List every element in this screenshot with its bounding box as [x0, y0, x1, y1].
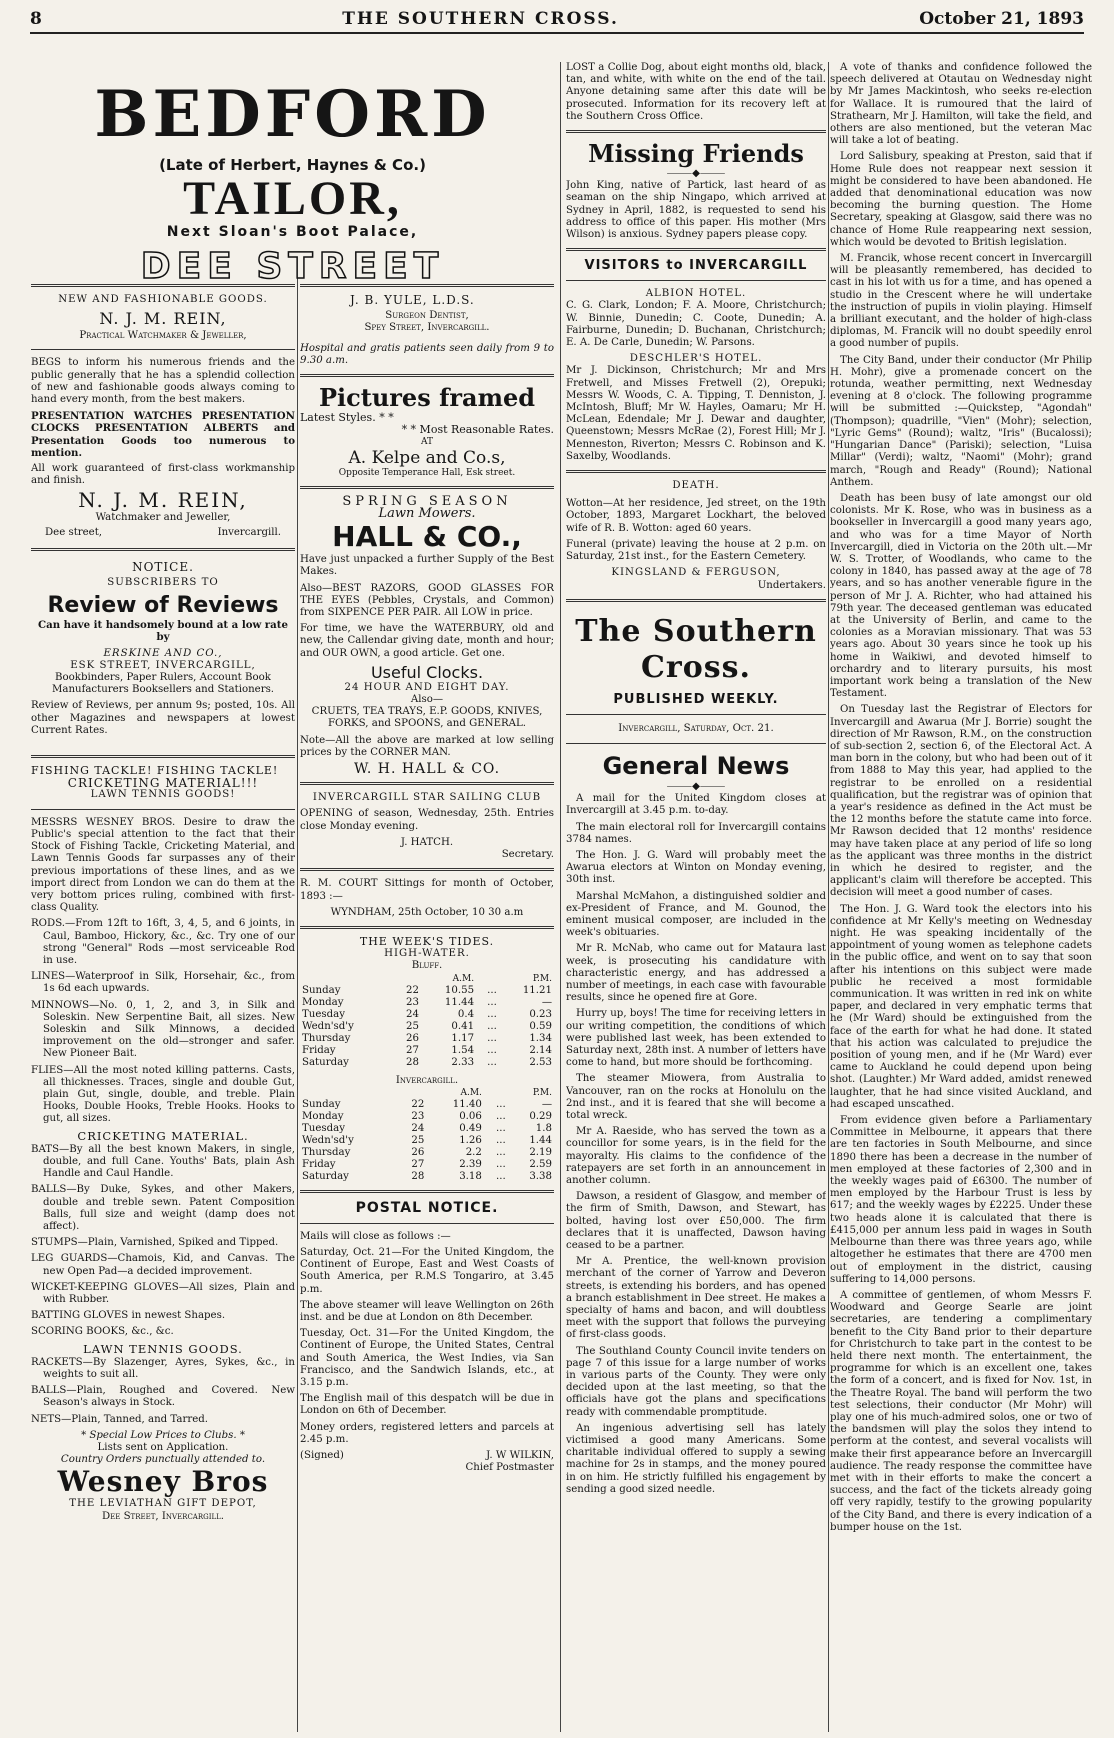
- tide-time: 1.17: [451, 1032, 475, 1044]
- news-item: The Hon. J. G. Ward took the electors into his confidence at Mr Kelly's meeting on Wednesday night. He was speaking incidentally of the appointment of young women as telephone cadets in the public office, and went on to say that soon after his intentions on this subject were made public he received a most formidable communication. It was written in red ink on white paper, and declared in very emphatic terms that he (Mr Ward) should be extinguished from the face of the earth for what he had done. It stated that his action was calculated to prejudice the position of young men, and if he (Mr Ward) ever came to Auckland he could depend upon being shot. (Laughter.) Mr Ward added, amidst renewed laughter, that he had since visited Auckland, and had escaped unscathed.: [830, 903, 1092, 1110]
- tides-sub: HIGH-WATER.: [384, 948, 470, 960]
- tide-row: Sunday 22 11.40 ... —: [302, 1098, 552, 1110]
- review-title: Review of Reviews: [47, 593, 279, 619]
- tide-time: 2.33: [451, 1056, 475, 1068]
- tide-time: 1.44: [529, 1134, 552, 1146]
- tide-time: 2.59: [529, 1158, 552, 1170]
- tides-bluff-table: A.M. P.M. Sunday 22 10.55 ... 11.21 Monday 23 11.44 ... — Tuesday 24 0.4 ... 0.23 Wedn'sd'y 25 0.41 ... 0.59 Thursday 26 1.17 ... 1.34 Friday 27 1.54 ... 2.14 Saturday 28 2.33 ... 2.53: [302, 973, 552, 1068]
- column-4: [830, 62, 1092, 1732]
- postal-para-1: Mails will close as follows :—: [300, 1230, 451, 1242]
- wesney-gift: THE LEVIATHAN GIFT DEPOT,: [69, 1498, 257, 1510]
- wesney-clubs: * Special Low Prices to Clubs. *: [81, 1429, 245, 1441]
- death-title: DEATH.: [672, 480, 720, 492]
- pictures-line-2: * * Most Reasonable Rates.: [401, 423, 554, 437]
- tide-date: 25: [411, 1134, 425, 1146]
- rein-signature: N. J. M. REIN,: [78, 488, 248, 513]
- tide-time: 0.23: [529, 1008, 552, 1020]
- tide-date: 27: [406, 1044, 419, 1056]
- wesney-rods: RODS.—From 12ft to 16ft, 3, 4, 5, and 6 joints, in Caul, Bamboo, Hickory, &c., &c. Try one of our strong "General" Rods —most serviceable Rod in use.: [31, 918, 295, 966]
- published-weekly: PUBLISHED WEEKLY.: [613, 691, 779, 707]
- wesney-score-books: SCORING BOOKS, &c., &c.: [31, 1326, 174, 1338]
- bedford-street: DEE STREET: [140, 246, 445, 287]
- hall-clocks: Useful Clocks.: [370, 662, 484, 682]
- news-item: A committee of gentlemen, of whom Messrs F. Woodward and George Searle are joint secretaries, are tendering a complimentary benefit to the City Band prior to their departure for Christchurch to take part in the contest to be held there next month. The entertainment, the programme for which is an excellent one, takes the form of a concert, and is fixed for Nov. 1st, in the Theatre Royal. The band will perform the two test selections, their conductor (Mr Mohr) will play one of his much-admired solos, one or two of the bandsmen will play the solos they intend to perform at the contest, and several vocalists will make their first appearance before an Invercargill audience. The ready response the committee have met with in their efforts to make the concert a success, and the fact of the tickets already going off very rapidly, testify to the growing popularity of the City Band, and there is every indication of a bumper house on the 1st.: [830, 1289, 1092, 1533]
- issue-date: October 21, 1893: [919, 9, 1084, 29]
- yule-hours: Hospital and gratis patients seen daily from 9 to 9.30 a.m.: [300, 342, 554, 366]
- hall-also: Also—: [410, 694, 444, 706]
- rein-para-3: All work guaranteed of first-class workmanship and finish.: [31, 463, 295, 487]
- hall-para-2: Also—BEST RAZORS, GOOD GLASSES FOR THE EYES (Pebbles, Crystals, and Common) from SIXPENCE PER PAIR. All LOW in price.: [300, 582, 554, 619]
- tides-title: THE WEEK'S TIDES.: [359, 934, 495, 948]
- review-para-1: Can have it handsomely bound at a low rate by: [38, 619, 288, 644]
- tide-time: 3.38: [529, 1170, 552, 1182]
- yule-address: Spey Street, Invercargill.: [364, 322, 490, 334]
- yule-name: J. B. YULE, L.D.S.: [350, 293, 475, 307]
- lost-dog-para: LOST a Collie Dog, about eight months old, black, tan, and white, with white on the end of the tail. Anyone detaining same after this date will be prosecuted. Information for its recovery left at the Southern Cross Office.: [566, 62, 826, 122]
- wesney-bats: BATS—By all the best known Makers, in single, double, and full Cane. Youths' Bats, plain Ash Handle and Caul Handle.: [31, 1143, 295, 1180]
- tide-time: 11.44: [444, 996, 475, 1008]
- rein-para-2: PRESENTATION WATCHES PRESENTATION CLOCKS PRESENTATION ALBERTS and Presentation Goods too numerous to mention.: [31, 410, 295, 459]
- bedford-trade: TAILOR,: [183, 172, 402, 225]
- postal-para-5: The English mail of this despatch will be due in London on 6th of December.: [300, 1393, 554, 1417]
- tide-date: 25: [406, 1020, 419, 1032]
- pictures-at: AT: [420, 437, 433, 448]
- column-rule: [560, 62, 561, 1732]
- tide-time: 3.18: [459, 1170, 482, 1182]
- hall-season: SPRING SEASON: [342, 493, 512, 509]
- page-number: 8: [30, 9, 42, 29]
- news-item: The steamer Miowera, from Australia to Vancouver, ran on the rocks at Honolulu on the 2nd inst., and it is feared that she will become a total wreck.: [566, 1073, 826, 1121]
- tide-day: Sunday: [302, 1098, 341, 1110]
- death-role: Undertakers.: [757, 579, 826, 591]
- wesney-country: Country Orders punctually attended to.: [60, 1454, 266, 1466]
- tide-day: Thursday: [302, 1032, 351, 1044]
- hall-para-5: Note—All the above are marked at low selling prices by the CORNER MAN.: [300, 734, 554, 758]
- wesney-signature: Wesney Bros: [57, 1465, 269, 1499]
- notice-heading: NOTICE.: [132, 559, 194, 574]
- wesney-rackets: RACKETS—By Slazenger, Ayres, Sykes, &c., in weights to suit all.: [31, 1356, 295, 1381]
- news-item: M. Francik, whose recent concert in Invercargill will be pleasantly remembered, has decided to cast in his lot with us for a time, and has opened a studio in the Crescent where he will undertake the instruction of pupils in violin playing. Himself a brilliant executant, and the holder of high-class diplomas, M. Francik will no doubt speedily enrol a good number of pupils.: [830, 253, 1092, 350]
- news-item: Dawson, a resident of Glasgow, and member of the firm of Smith, Dawson, and Stewart, has bolted, having lost over £50,000. The firm declares that it is unaffected, Dawson having ceased to be a partner.: [566, 1191, 826, 1252]
- news-item: From evidence given before a Parliamentary Committee in Melbourne, it appears that there are ten factories in South Melbourne, and since 1890 there has been a decrease in the number of men employed at these factories of 2,300 and in the weekly wages paid of £6300. The number of men employed by the Harbour Trust is less by 617; and the weekly wages by £2225. Under these two heads alone it is calculated that there is £415,000 per annum less paid in wages in South Melbourne than there was three years ago, while altogether he estimates that there are 4700 men out of employment in the district, causing suffering to 14,000 persons.: [830, 1115, 1092, 1285]
- tide-row: Sunday 22 10.55 ... 11.21: [302, 984, 552, 996]
- news-item: The main electoral roll for Invercargill contains 3784 names.: [566, 821, 826, 845]
- tide-date: 24: [406, 1008, 419, 1020]
- pictures-address: Opposite Temperance Hall, Esk street.: [338, 467, 516, 478]
- pictures-firm: A. Kelpe and Co.s,: [348, 447, 506, 468]
- hall-day: 24 HOUR AND EIGHT DAY.: [344, 681, 510, 693]
- tide-date: 26: [411, 1146, 425, 1158]
- tide-day: Wedn'sd'y: [302, 1020, 354, 1032]
- news-item: Mr R. McNab, who came out for Mataura last week, is prosecuting his candidature with characteristic energy, and has addressed a number of meetings, in each case with favourable results, since he opened fire at Gore.: [566, 943, 826, 1004]
- wesney-intro: MESSRS WESNEY BROS. Desire to draw the Public's special attention to the fact that their Stock of Fishing Tackle, Cricketing Material, and Lawn Tennis Goods far surpasses any of their previous importations of these lines, and as we import direct from London we can do them at the very bottom prices ruling, combined with first-class Quality.: [31, 816, 295, 914]
- column-3: LOST a Collie Dog, about eight months old, black, tan, and white, with white on the end of the tail. Anyone detaining same after this date will be prosecuted. Information for its recovery left at the Southern Cross Office. Missing Friends ⸻◆⸻ John King, native of Partick, last heard of as seaman on the ship Ningapo, which arrived at Sydney in April, 1882, is requested to send his address to office of this paper. His mother (Mrs Wilson) is anxious. Sydney papers please copy. VISITORS to INVERCARGILL ALBION HOTEL. C. G. Clark, London; F. A. Moore, Christchurch; W. Binnie, Dunedin; C. Coote, Dunedin; A. Fairburne, Dunedin; D. Buchanan, Christchurch; E. A. De Carle, Dunedin; W. Parsons. DESCHLER'S HOTEL. Mr J. Dickinson, Christchurch; Mr and Mrs Fretwell, and Misses Fretwell (2), Orepuki; Messrs W. Woods, C. A. Tipping, T. Denniston, J. McIntosh, Bluff; Mr W. Hayles, Oamaru; Mr H. McLean, Edendale; Mr J. Dewar and daughter, Queenstown; Messrs McRae (2), Forest Hill; Mr J. Menneston, Riverton; Messrs C. Robinson and K. Saxelby, Woodlands. DEATH. Wotton—At her residence, Jed street, on the 19th October, 1893, Margaret Lockhart, the beloved wife of R. B. Wotton: aged 60 years. Funeral (private) leaving the house at 2 p.m. on Saturday, 21st inst., for the Eastern Cemetery. KINGSLAND & FERGUSON, Undertakers. The Southern Cross. PUBLISHED WEEKLY. Invercargill, Saturday, Oct. 21. General News ⸻◆⸻ A mail for the United Kingdom closes at Invercargill at 3.45 p.m. to-day. The main electoral roll for Invercargill contains 3784 names. The Hon. J. G. Ward will probably meet the Awarua electors at Winton on Monday evening, 30th inst. Marshal McMahon, a distinguished soldier and ex-President of France, and M. Gounod, the eminent musical composer, are included in the week's obituaries. Mr R. McNab, who came out for Mataura last week, is prosecuting his candidature with characteristic energy, and has addressed a number of meetings, in each case with favourable results, since he opened fire at Gore. Hurry up, boys! The time for receiving letters in our writing competition, the conditions of which were published last week, has been extended to Saturday next, 28th inst. A number of letters have come to hand, but more should be forthcoming. The steamer Miowera, from Australia to Vancouver, ran on the rocks at Honolulu on the 2nd inst., and it is feared that she will become a total wreck. Mr A. Raeside, who has served the town as a councillor for some years, is in the field for the mayoralty. His claims to the confidence of the ratepayers are set forth in an announcement in another column. Dawson, a resident of Glasgow, and member of the firm of Smith, Dawson, and Stewart, has bolted, having lost over £50,000. The firm declares that it is unaffected, Dawson having ceased to be a partner. Mr A. Prentice, the well-known provision merchant of the corner of Yarrow and Deveron streets, is extending his borders, and has opened a branch establishment in Dee street. He makes a specialty of hams and bacon, and will doubtless meet with the support that follows the purveying of first-class goods. The Southland County Council invite tenders on page 7 of this issue for a large number of works in various parts of the County. They were only decided upon at the last meeting, so that the officials have got the plans and specifications ready with commendable promptitude. An ingenious advertising sell has lately victimised a good many Americans. Some charitable individual offered to supply a sewing machine for 2s in stamps, and the money poured in on him. He strictly fulfilled his engagement by sending a good sized needle.: [566, 62, 826, 1495]
- tide-day: Friday: [302, 1158, 336, 1170]
- tide-date: 22: [411, 1098, 425, 1110]
- wesney-stumps: STUMPS—Plain, Varnished, Spiked and Tipped.: [31, 1237, 279, 1249]
- hall-signature: W. H. HALL & CO.: [353, 761, 501, 778]
- tide-day: Saturday: [302, 1056, 349, 1068]
- wesney-minnows: MINNOWS—No. 0, 1, 2, and 3, in Silk and Soleskin. New Serpentine Bait, all sizes. New Soleskin and Silk Minnows, a decided improvement on the old—stronger and safer. New Pioneer Bait.: [31, 999, 295, 1060]
- column-1: [31, 277, 295, 1732]
- review-para-2: Bookbinders, Paper Rulers, Account Book Manufacturers Booksellers and Stationers.: [51, 672, 275, 696]
- tide-time: 2.19: [529, 1146, 552, 1158]
- wesney-balls: BALLS—By Duke, Sykes, and other Makers, double and treble sewn. Patent Composition Balls, full size and weight (damp does not affect).: [31, 1184, 295, 1232]
- review-sub: SUBSCRIBERS TO: [107, 577, 219, 589]
- pictures-title: Pictures framed: [318, 383, 536, 413]
- tide-time: 10.55: [444, 984, 475, 996]
- dateline: Invercargill, Saturday, Oct. 21.: [618, 722, 774, 734]
- tide-date: 23: [411, 1110, 425, 1122]
- news-item: Mr A. Prentice, the well-known provision merchant of the corner of Yarrow and Deveron streets, is extending his borders, and has opened a branch establishment in Dee street. He makes a specialty of hams and bacon, and will doubtless meet with the support that follows the purveying of first-class goods.: [566, 1256, 826, 1341]
- review-para-3: Review of Reviews, per annum 9s; posted, 10s. All other Magazines and newspapers at lowest Current Rates.: [31, 700, 295, 736]
- column-2: [300, 277, 554, 1732]
- rein-name: N. J. M. REIN,: [99, 309, 227, 329]
- deschler-guests: Mr J. Dickinson, Christchurch; Mr and Mrs Fretwell, and Misses Fretwell (2), Orepuki; Messrs W. Woods, C. A. Tipping, T. Denniston, J. McIntosh, Bluff; Mr W. Hayles, Oamaru; Mr H. McLean, Edendale; Mr J. Dewar and daughter, Queenstown; Messrs McRae (2), Forest Hill; Mr J. Menneston, Riverton; Messrs C. Robinson and K. Saxelby, Woodlands.: [566, 365, 826, 462]
- postal-para-3: The above steamer will leave Wellington on 26th inst. and be due at London on 8th December.: [300, 1299, 554, 1323]
- wesney-head-1: FISHING TACKLE! FISHING TACKLE!: [31, 764, 279, 778]
- tide-time: 2.14: [529, 1044, 552, 1056]
- tide-row: Wedn'sd'y 25 0.41 ... 0.59: [302, 1020, 552, 1032]
- column-rule: [828, 62, 829, 1732]
- tide-time: 0.41: [451, 1020, 475, 1032]
- deschler-heading: DESCHLER'S HOTEL.: [629, 353, 763, 365]
- news-item: An ingenious advertising sell has lately victimised a good many Americans. Some charitable individual offered to supply a sewing machine for 2s in stamps, and the money poured in on him. He strictly fulfilled his engagement by sending a good sized needle.: [566, 1422, 826, 1495]
- news-item: A mail for the United Kingdom closes at Invercargill at 3.45 p.m. to-day.: [566, 793, 826, 817]
- postal-title: POSTAL NOTICE.: [355, 1199, 499, 1216]
- wesney-wk-gloves: WICKET-KEEPING GLOVES—All sizes, Plain and with Rubber.: [31, 1281, 295, 1305]
- hall-mowers: Lawn Mowers.: [378, 506, 476, 522]
- club-title: INVERCARGILL STAR SAILING CLUB: [312, 792, 542, 804]
- postal-para-4: Tuesday, Oct. 31—For the United Kingdom, the Continent of Europe, the United States, Central and South America, the West Indies, via San Francisco, and the Sandwich Islands, etc., at 3.15 p.m.: [300, 1328, 554, 1388]
- tide-date: 28: [411, 1170, 425, 1182]
- tide-day: Tuesday: [302, 1122, 345, 1134]
- missing-para: John King, native of Partick, last heard of as seaman on the ship Ningapo, which arrived at Sydney in April, 1882, is requested to send his address to office of this paper. His mother (Mrs Wilson) is anxious. Sydney papers please copy.: [566, 180, 826, 241]
- wesney-flies: FLIES—All the most noted killing patterns. Casts, all thicknesses. Traces, single and double Gut, plain Gut, single, double, and treble. Plain Hooks, Double Hooks, Treble Hooks. Hooks to gut, all sizes.: [31, 1064, 295, 1125]
- visitors-title: VISITORS to INVERCARGILL: [584, 258, 808, 274]
- tide-time: 1.54: [451, 1044, 475, 1056]
- tide-date: 28: [406, 1056, 419, 1068]
- news-item: The Southland County Council invite tenders on page 7 of this issue for a large number of works in various parts of the County. They were only decided upon at the last meeting, so that the officials have got the plans and specifications ready with commendable promptitude.: [566, 1345, 826, 1418]
- tide-row: Monday 23 0.06 ... 0.29: [302, 1110, 552, 1122]
- death-para-2: Funeral (private) leaving the house at 2 p.m. on Saturday, 21st inst., for the Eastern Cemetery.: [566, 538, 826, 563]
- rein-role: Practical Watchmaker & Jeweller,: [79, 330, 247, 342]
- court-para-1: R. M. COURT Sittings for month of October, 1893 :—: [300, 878, 554, 902]
- news-item: Death has been busy of late amongst our old colonists. Mr K. Rose, who was in business as a bookseller in Invercargill a good many years ago, and who was for a time Mayor of North Invercargill, died in Victoria on the 20th ult.—Mr W. S. Trotter, of Woodlands, who came to the colony in 1840, has passed away at the age of 78 years, and so has another venerable figure in the person of Mr J. A. Richter, who had attained his 79th year. The deceased gentleman was educated at the University of Berlin, and came to the colonies as a Moravian missionary. That was 53 years ago. About 30 years since he took up his home in Waikiwi, and devoted himself to orchardry and to literary pursuits, his most important work being a translation of the New Testament.: [830, 492, 1092, 700]
- tide-time: 2.39: [459, 1158, 482, 1170]
- bedford-late: (Late of Herbert, Haynes & Co.): [159, 156, 426, 174]
- club-signature: J. HATCH.: [400, 836, 454, 848]
- tide-day: Monday: [302, 996, 344, 1008]
- tide-date: 22: [406, 984, 419, 996]
- tide-row: Tuesday 24 0.49 ... 1.8: [302, 1122, 552, 1134]
- wesney-head-3: LAWN TENNIS GOODS!: [90, 789, 236, 801]
- news-item: Marshal McMahon, a distinguished soldier and ex-President of France, and M. Gounod, the eminent musical composer, are included in the week's obituaries.: [566, 890, 826, 939]
- missing-title: Missing Friends: [588, 139, 804, 169]
- tide-row: Monday 23 11.44 ... —: [302, 996, 552, 1008]
- wesney-leg-guards: LEG GUARDS—Chamois, Kid, and Canvas. The new Open Pad—a decided improvement.: [31, 1253, 295, 1277]
- tide-time: 0.59: [529, 1020, 552, 1032]
- postal-para-6: Money orders, registered letters and parcels at 2.45 p.m.: [300, 1421, 554, 1445]
- wesney-bat-gloves: BATTING GLOVES in newest Shapes.: [31, 1310, 226, 1322]
- wesney-cricket-head: CRICKETING MATERIAL.: [77, 1128, 249, 1143]
- tide-time: 0.4: [457, 1008, 475, 1020]
- tide-time: —: [541, 1098, 552, 1110]
- bedford-next: Next Sloan's Boot Palace,: [166, 224, 419, 240]
- tide-row: Saturday 28 3.18 ... 3.38: [302, 1170, 552, 1182]
- tides-bluff: Bluff.: [411, 960, 443, 972]
- hall-name: HALL & CO.,: [332, 520, 522, 554]
- wesney-address: Dee Street, Invercargill.: [101, 1510, 225, 1522]
- tide-row: Thursday 26 1.17 ... 1.34: [302, 1032, 552, 1044]
- masthead-southern-cross: The Southern Cross.: [575, 613, 817, 685]
- tide-date: 27: [411, 1158, 425, 1170]
- tides-invercargill: Invercargill.: [395, 1074, 459, 1086]
- bedford-advert: [31, 62, 554, 287]
- albion-guests: C. G. Clark, London; F. A. Moore, Christchurch; W. Binnie, Dunedin; C. Coote, Dunedin; A. Fairburne, Dunedin; D. Buchanan, Christchurch; E. A. De Carle, Dunedin; W. Parsons.: [566, 300, 826, 349]
- tide-time: 2.2: [465, 1146, 482, 1158]
- news-item: Mr A. Raeside, who has served the town as a councillor for some years, is in the field for the mayoralty. His claims to the confidence of the ratepayers are set forth in an announcement in another column.: [566, 1126, 826, 1186]
- news-item: On Tuesday last the Registrar of Electors for Invercargill and Awarua (Mr J. Borrie) sought the direction of Mr Rawson, R.M., on the construction of sub-section 2, section 6, of the Electoral Act. A man born in the colony, but who had been out of it from 1888 to May this year, had applied to the registrar to be enrolled on a residential qualification, but the registrar was of opinion that a year's residence as defined in the Act must be the 12 months before the statute came into force. Mr Rawson decided that 12 months' residence may have taken place at any period of life so long as the applicant was three months in the district in which he desired to register, and the applicant's claim will therefore be accepted. This decision will meet a good number of cases.: [830, 704, 1092, 899]
- club-role: Secretary.: [501, 849, 554, 861]
- tide-time: 0.06: [459, 1110, 482, 1122]
- hall-para-4: CRUETS, TEA TRAYS, E.P. GOODS, KNIVES, FORKS, and SPOONS, and GENERAL.: [311, 706, 543, 730]
- tides-inv-table: A.M. P.M. Sunday 22 11.40 ... — Monday 23 0.06 ... 0.29 Tuesday 24 0.49 ... 1.8 Wedn'sd'y 25 1.26 ... 1.44 Thursday 26 2.2 ... 2.19 Friday 27 2.39 ... 2.59 Saturday 28 3.18 ... 3.38: [302, 1087, 552, 1182]
- hall-para-1: Have just unpacked a further Supply of the Best Makes.: [300, 554, 554, 578]
- yule-role: Surgeon Dentist,: [385, 310, 469, 322]
- tide-date: 26: [406, 1032, 419, 1044]
- news-item: The Hon. J. G. Ward will probably meet the Awarua electors at Winton on Monday evening, 30th inst.: [566, 849, 826, 886]
- tide-row: Tuesday 24 0.4 ... 0.23: [302, 1008, 552, 1020]
- tide-date: 23: [406, 996, 419, 1008]
- tide-day: Sunday: [302, 984, 341, 996]
- tide-row: Friday 27 2.39 ... 2.59: [302, 1158, 552, 1170]
- review-address: ESK STREET, INVERCARGILL,: [70, 659, 256, 671]
- column-4-news: [830, 62, 1092, 1534]
- tide-day: Tuesday: [302, 1008, 345, 1020]
- death-para-1: Wotton—At her residence, Jed street, on the 19th October, 1893, Margaret Lockhart, the beloved wife of R. B. Wotton: aged 60 years.: [566, 498, 826, 534]
- tide-date: 24: [411, 1122, 425, 1134]
- paper-title: THE SOUTHERN CROSS.: [342, 9, 619, 29]
- wesney-lists: Lists sent on Application.: [97, 1442, 229, 1454]
- tide-row: Friday 27 1.54 ... 2.14: [302, 1044, 552, 1056]
- death-firm: KINGSLAND & FERGUSON,: [611, 567, 781, 579]
- rein-para-1: BEGS to inform his numerous friends and the public generally that he has a splendid collection of new and fashionable goods always coming to hand every month, from the best makers.: [31, 357, 295, 406]
- court-para-2: WYNDHAM, 25th October, 10 30 a.m: [330, 906, 524, 918]
- tide-time: 1.8: [535, 1122, 552, 1134]
- rein-sig-role: Watchmaker and Jeweller,: [95, 512, 231, 524]
- tide-time: —: [541, 996, 552, 1008]
- wesney-lawn-head: LAWN TENNIS GOODS.: [83, 1341, 243, 1356]
- tide-time: 2.53: [529, 1056, 552, 1068]
- rein-address: Dee street, Invercargill.: [45, 526, 281, 538]
- tide-time: 11.21: [522, 984, 552, 996]
- tide-row: Saturday 28 2.33 ... 2.53: [302, 1056, 552, 1068]
- tide-time: 1.34: [529, 1032, 552, 1044]
- news-item: The City Band, under their conductor (Mr Philip H. Mohr), give a promenade concert on the rotunda, weather permitting, next Wednesday evening at 8 o'clock. The following programme will be submitted :—Quickstep, "Agondah" (Thompson); quadrille, "Vien" (Mohr); selection, "Lyric Gems" (Round); waltz, "Iris" (Bucalossi); "Hungarian Dance" (Pariski); selection, "Luisa Millar" (Verdi); waltz, "Naomi" (Mohr); grand march, "Rough and Ready" (Round); National Anthem.: [830, 354, 1092, 488]
- wesney-nets: NETS—Plain, Tanned, and Tarred.: [31, 1413, 209, 1425]
- tide-row: Wedn'sd'y 25 1.26 ... 1.44: [302, 1134, 552, 1146]
- tide-day: Monday: [302, 1110, 344, 1122]
- news-item: A vote of thanks and confidence followed the speech delivered at Otautau on Wednesday night by Mr James Mackintosh, who seeks re-election for Wallace. It is rumoured that the laird of Strathearn, Mr J. Hamilton, will take the field, and others are also mentioned, but the veteran Mac will take a lot of beating.: [830, 62, 1092, 147]
- review-firm: ERSKINE AND CO.,: [103, 647, 223, 659]
- postal-role: Chief Postmaster: [465, 1462, 554, 1474]
- rein-kicker: NEW AND FASHIONABLE GOODS.: [58, 294, 268, 305]
- pictures-line-1: Latest Styles. * *: [300, 411, 394, 425]
- tide-day: Wedn'sd'y: [302, 1134, 354, 1146]
- wesney-tennis-balls: BALLS—Plain, Roughed and Covered. New Season's always in Stock.: [31, 1385, 295, 1409]
- hall-para-3: For time, we have the WATERBURY, old and new, the Callendar giving date, month and hour; and OUR OWN, a good article. Get one.: [300, 623, 554, 659]
- tide-time: 0.49: [459, 1122, 482, 1134]
- general-news-title: General News: [602, 751, 790, 780]
- postal-para-2: Saturday, Oct. 21—For the United Kingdom, the Continent of Europe, East and West Coasts of South America, per R.M.S Tongariro, at 3.45 p.m.: [300, 1246, 554, 1295]
- tide-day: Saturday: [302, 1170, 349, 1182]
- bedford-name: BEDFORD: [94, 77, 491, 152]
- page-header: [30, 6, 1084, 34]
- postal-signature: (Signed) J. W WILKIN,: [300, 1449, 554, 1461]
- general-news-body: [566, 793, 826, 1496]
- club-para: OPENING of season, Wednesday, 25th. Entries close Monday evening.: [300, 808, 554, 832]
- wesney-head-2: CRICKETING MATERIAL!!!: [67, 776, 259, 791]
- tide-time: 11.40: [452, 1098, 482, 1110]
- albion-heading: ALBION HOTEL.: [645, 288, 747, 300]
- tide-row: Thursday 26 2.2 ... 2.19: [302, 1146, 552, 1158]
- column-rule: [297, 277, 298, 1732]
- tide-day: Friday: [302, 1044, 336, 1056]
- tide-day: Thursday: [302, 1146, 351, 1158]
- wesney-lines: LINES—Waterproof in Silk, Horsehair, &c., from 1s 6d each upwards.: [31, 971, 295, 995]
- tide-time: 1.26: [459, 1134, 482, 1146]
- news-item: Lord Salisbury, speaking at Preston, said that if Home Rule does not reappear next session it might be considered to have been abandoned. He added that denominational education was now becoming the burning question. The Home Secretary, speaking at Glasgow, said there was no chance of Home Rule reappearing next session, which would be devoted to British legislation.: [830, 151, 1092, 248]
- news-item: Hurry up, boys! The time for receiving letters in our writing competition, the conditions of which were published last week, has been extended to Saturday next, 28th inst. A number of letters have come to hand, but more should be forthcoming.: [566, 1008, 826, 1069]
- tide-time: 0.29: [529, 1110, 552, 1122]
